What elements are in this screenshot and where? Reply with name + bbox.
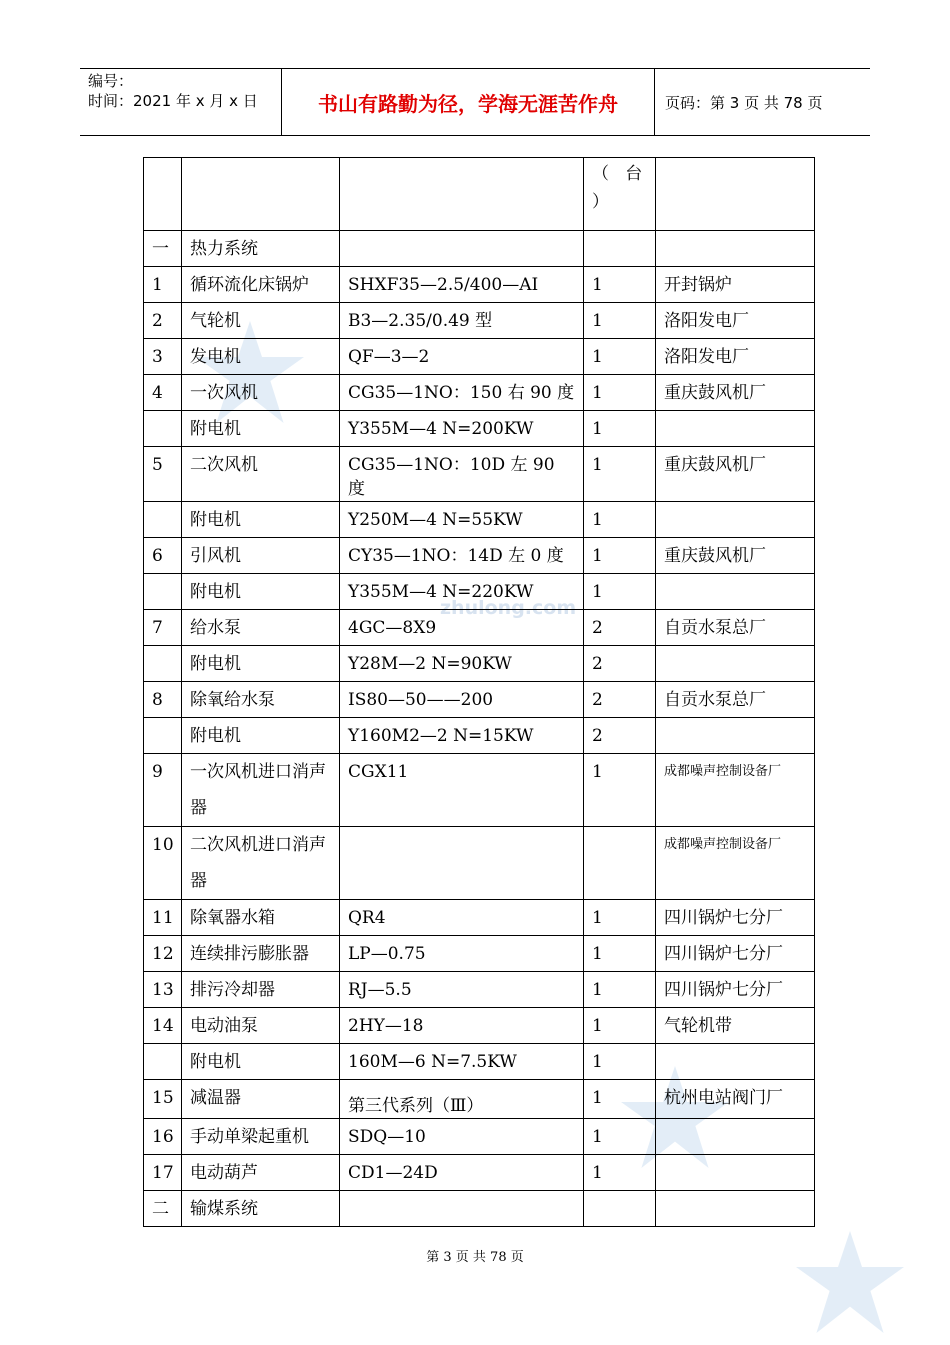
item-number-cell xyxy=(144,574,182,610)
quantity-cell: 2 xyxy=(584,682,656,718)
equipment-name-cell: 电动葫芦 xyxy=(182,1155,340,1191)
manufacturer-cell xyxy=(656,411,815,447)
item-number-cell: 17 xyxy=(144,1155,182,1191)
model-spec-cell: 160M—6 N=7.5KW xyxy=(340,1044,584,1080)
equipment-table xyxy=(143,157,815,1227)
table-row xyxy=(144,1008,815,1044)
quantity-cell: 1 xyxy=(584,972,656,1008)
quantity-cell xyxy=(584,231,656,267)
page-footer: 第 3 页 共 78 页 xyxy=(426,1250,524,1265)
manufacturer-cell: 重庆鼓风机厂 xyxy=(656,375,815,411)
manufacturer-cell xyxy=(656,574,815,610)
equipment-name-cell: 气轮机 xyxy=(182,303,340,339)
table-cell xyxy=(144,158,182,231)
table-header-row xyxy=(144,158,815,231)
manufacturer-cell: 四川锅炉七分厂 xyxy=(656,972,815,1008)
quantity-cell: 2 xyxy=(584,646,656,682)
table-row xyxy=(144,1119,815,1155)
page-header xyxy=(80,68,870,136)
manufacturer-cell: 自贡水泵总厂 xyxy=(656,682,815,718)
table-row xyxy=(144,1191,815,1227)
equipment-name-cell: 减温器 xyxy=(182,1080,340,1119)
equipment-name-cell: 附电机 xyxy=(182,718,340,754)
manufacturer-cell: 四川锅炉七分厂 xyxy=(656,900,815,936)
manufacturer-cell: 成都噪声控制设备厂 xyxy=(656,754,815,827)
item-number-cell xyxy=(144,1044,182,1080)
manufacturer-cell: 重庆鼓风机厂 xyxy=(656,538,815,574)
model-spec-cell xyxy=(340,1191,584,1227)
item-number-cell: 2 xyxy=(144,303,182,339)
model-spec-cell: CGX11 xyxy=(340,754,584,827)
equipment-name-cell: 二次风机 xyxy=(182,447,340,502)
equipment-name-cell: 发电机 xyxy=(182,339,340,375)
manufacturer-cell: 成都噪声控制设备厂 xyxy=(656,827,815,900)
watermark-text: zhulong.com xyxy=(440,597,577,619)
quantity-cell: 1 xyxy=(584,1080,656,1119)
manufacturer-cell xyxy=(656,1155,815,1191)
model-spec-cell: 第三代系列（Ⅲ） xyxy=(340,1080,584,1119)
quantity-cell: 1 xyxy=(584,411,656,447)
model-spec-cell: IS80—50——200 xyxy=(340,682,584,718)
manufacturer-cell: 自贡水泵总厂 xyxy=(656,610,815,646)
item-number-cell: 8 xyxy=(144,682,182,718)
item-number-cell: 1 xyxy=(144,267,182,303)
item-number-cell: 13 xyxy=(144,972,182,1008)
equipment-name-cell: 热力系统 xyxy=(182,231,340,267)
model-spec-cell: QR4 xyxy=(340,900,584,936)
manufacturer-cell: 气轮机带 xyxy=(656,1008,815,1044)
model-spec-cell: CD1—24D xyxy=(340,1155,584,1191)
model-spec-cell: Y250M—4 N=55KW xyxy=(340,502,584,538)
table-row xyxy=(144,754,815,827)
equipment-name-cell: 一次风机进口消声器 xyxy=(182,754,340,827)
table-row xyxy=(144,231,815,267)
equipment-name-cell: 附电机 xyxy=(182,502,340,538)
quantity-cell: 1 xyxy=(584,1044,656,1080)
table-row xyxy=(144,303,815,339)
item-number-cell: 一 xyxy=(144,231,182,267)
unit-cell: （ 台 ） xyxy=(584,158,656,231)
manufacturer-cell: 四川锅炉七分厂 xyxy=(656,936,815,972)
table-row xyxy=(144,827,815,900)
equipment-name-cell: 一次风机 xyxy=(182,375,340,411)
item-number-cell: 5 xyxy=(144,447,182,502)
equipment-name-cell: 引风机 xyxy=(182,538,340,574)
item-number-cell xyxy=(144,502,182,538)
model-spec-cell: Y160M2—2 N=15KW xyxy=(340,718,584,754)
quantity-cell: 1 xyxy=(584,303,656,339)
model-spec-cell: B3—2.35/0.49 型 xyxy=(340,303,584,339)
table-cell xyxy=(656,158,815,231)
manufacturer-cell xyxy=(656,646,815,682)
table-row xyxy=(144,900,815,936)
manufacturer-cell xyxy=(656,502,815,538)
manufacturer-cell xyxy=(656,1044,815,1080)
model-spec-cell: LP—0.75 xyxy=(340,936,584,972)
equipment-name-cell: 连续排污膨胀器 xyxy=(182,936,340,972)
equipment-name-cell: 手动单梁起重机 xyxy=(182,1119,340,1155)
equipment-name-cell: 循环流化床锅炉 xyxy=(182,267,340,303)
equipment-name-cell: 二次风机进口消声器 xyxy=(182,827,340,900)
model-spec-cell xyxy=(340,231,584,267)
manufacturer-cell: 重庆鼓风机厂 xyxy=(656,447,815,502)
table-row xyxy=(144,267,815,303)
equipment-name-cell: 给水泵 xyxy=(182,610,340,646)
document-time-label: 时间：2021 年 x 月 x 日 xyxy=(88,92,258,110)
header-meta xyxy=(80,69,282,135)
table-row xyxy=(144,574,815,610)
equipment-name-cell: 附电机 xyxy=(182,1044,340,1080)
equipment-name-cell: 附电机 xyxy=(182,646,340,682)
item-number-cell: 3 xyxy=(144,339,182,375)
item-number-cell: 12 xyxy=(144,936,182,972)
equipment-name-cell: 电动油泵 xyxy=(182,1008,340,1044)
table-row xyxy=(144,411,815,447)
header-motto: 书山有路勤为径，学海无涯苦作舟 xyxy=(282,69,655,135)
item-number-cell: 10 xyxy=(144,827,182,900)
manufacturer-cell xyxy=(656,231,815,267)
item-number-cell: 6 xyxy=(144,538,182,574)
item-number-cell: 4 xyxy=(144,375,182,411)
quantity-cell: 1 xyxy=(584,538,656,574)
table-row xyxy=(144,339,815,375)
equipment-name-cell: 附电机 xyxy=(182,574,340,610)
manufacturer-cell: 洛阳发电厂 xyxy=(656,339,815,375)
model-spec-cell: RJ—5.5 xyxy=(340,972,584,1008)
model-spec-cell: Y355M—4 N=200KW xyxy=(340,411,584,447)
table-row xyxy=(144,718,815,754)
table-cell xyxy=(182,158,340,231)
model-spec-cell: 2HY—18 xyxy=(340,1008,584,1044)
model-spec-cell: SDQ—10 xyxy=(340,1119,584,1155)
table-cell xyxy=(340,158,584,231)
table-row xyxy=(144,447,815,502)
quantity-cell: 1 xyxy=(584,754,656,827)
table-row xyxy=(144,682,815,718)
quantity-cell: 1 xyxy=(584,1008,656,1044)
table-row xyxy=(144,972,815,1008)
item-number-cell: 9 xyxy=(144,754,182,827)
item-number-cell: 二 xyxy=(144,1191,182,1227)
table-row xyxy=(144,936,815,972)
table-row xyxy=(144,610,815,646)
quantity-cell: 1 xyxy=(584,375,656,411)
equipment-name-cell: 排污冷却器 xyxy=(182,972,340,1008)
manufacturer-cell: 杭州电站阀门厂 xyxy=(656,1080,815,1119)
quantity-cell: 1 xyxy=(584,574,656,610)
model-spec-cell: 4GC—8X9 xyxy=(340,610,584,646)
quantity-cell xyxy=(584,1191,656,1227)
table-row xyxy=(144,1155,815,1191)
table-row xyxy=(144,1080,815,1119)
item-number-cell: 14 xyxy=(144,1008,182,1044)
item-number-cell xyxy=(144,718,182,754)
item-number-cell: 16 xyxy=(144,1119,182,1155)
model-spec-cell: CG35—1NO：10D 左 90 度 xyxy=(340,447,584,502)
quantity-cell: 1 xyxy=(584,267,656,303)
manufacturer-cell: 洛阳发电厂 xyxy=(656,303,815,339)
item-number-cell: 7 xyxy=(144,610,182,646)
quantity-cell: 2 xyxy=(584,718,656,754)
item-number-cell xyxy=(144,411,182,447)
item-number-cell: 11 xyxy=(144,900,182,936)
model-spec-cell: CY35—1NO：14D 左 0 度 xyxy=(340,538,584,574)
equipment-name-cell: 除氧给水泵 xyxy=(182,682,340,718)
document-number-label: 编号： xyxy=(88,72,134,90)
equipment-name-cell: 附电机 xyxy=(182,411,340,447)
table-row xyxy=(144,502,815,538)
quantity-cell: 1 xyxy=(584,502,656,538)
table-row xyxy=(144,1044,815,1080)
table-row xyxy=(144,538,815,574)
manufacturer-cell xyxy=(656,718,815,754)
watermark-snowflake-icon xyxy=(790,1225,910,1345)
model-spec-cell: QF—3—2 xyxy=(340,339,584,375)
equipment-name-cell: 除氧器水箱 xyxy=(182,900,340,936)
model-spec-cell: SHXF35—2.5/400—AI xyxy=(340,267,584,303)
model-spec-cell: CG35—1NO：150 右 90 度 xyxy=(340,375,584,411)
quantity-cell: 1 xyxy=(584,339,656,375)
model-spec-cell xyxy=(340,827,584,900)
quantity-cell: 1 xyxy=(584,1119,656,1155)
model-spec-cell: Y28M—2 N=90KW xyxy=(340,646,584,682)
item-number-cell: 15 xyxy=(144,1080,182,1119)
manufacturer-cell xyxy=(656,1119,815,1155)
model-spec-cell: Y355M—4 N=220KW xyxy=(340,574,584,610)
quantity-cell xyxy=(584,827,656,900)
equipment-name-cell: 输煤系统 xyxy=(182,1191,340,1227)
manufacturer-cell: 开封锅炉 xyxy=(656,267,815,303)
quantity-cell: 1 xyxy=(584,936,656,972)
quantity-cell: 2 xyxy=(584,610,656,646)
manufacturer-cell xyxy=(656,1191,815,1227)
quantity-cell: 1 xyxy=(584,900,656,936)
quantity-cell: 1 xyxy=(584,447,656,502)
quantity-cell: 1 xyxy=(584,1155,656,1191)
item-number-cell xyxy=(144,646,182,682)
table-row xyxy=(144,646,815,682)
table-row xyxy=(144,375,815,411)
header-page-label: 页码：第 3 页 共 78 页 xyxy=(665,93,823,112)
